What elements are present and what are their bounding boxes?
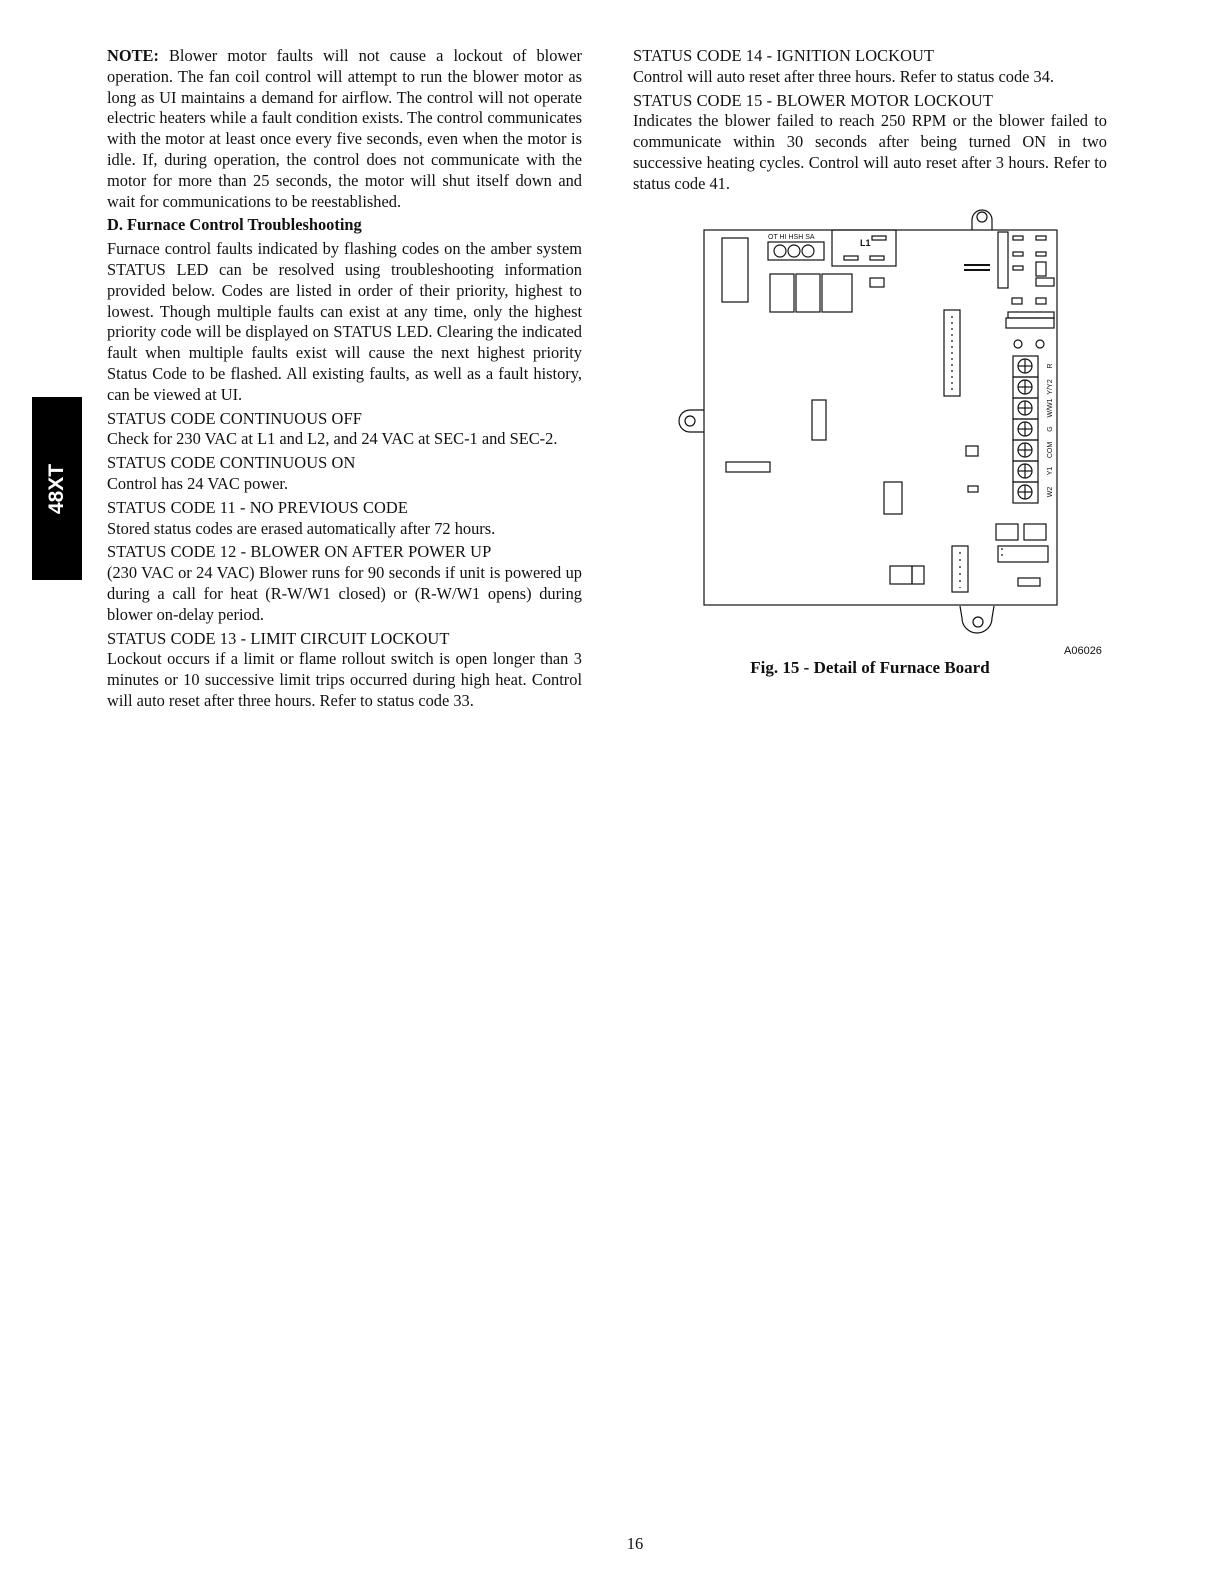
right-column — [633, 46, 1107, 198]
dip-switch — [1024, 524, 1046, 540]
small-component — [966, 446, 978, 456]
mounting-hole-top — [977, 212, 987, 222]
side-tab-label: 48XT — [45, 463, 68, 514]
status-code-title: STATUS CODE 15 - BLOWER MOTOR LOCKOUT — [633, 90, 993, 110]
status-code-text: Check for 230 VAC at L1 and L2, and 24 VAC at SEC-1 and SEC-2. — [107, 429, 558, 449]
small-component — [968, 486, 978, 492]
plug-connector — [812, 400, 826, 440]
l1-pad — [872, 236, 886, 240]
status-code-text: Indicates the blower failed to reach 250 RPM or the blower failed to communicate within 30 seconds after being turned ON in two successive heating cycles. Control will auto reset after 3 hours. Refer to status code 41. — [633, 111, 1107, 193]
terminal-label: COM — [1046, 441, 1054, 459]
terminal-label: G — [1046, 426, 1054, 432]
status-code-text: Control will auto reset after three hours. Refer to status code 34. — [633, 66, 1055, 86]
l1-block — [832, 230, 896, 266]
pad — [1013, 266, 1023, 270]
status-led — [1014, 340, 1022, 348]
status-led-bar — [1006, 318, 1054, 328]
pad — [1013, 236, 1023, 240]
figure-id: A06026 — [1064, 645, 1102, 657]
pad — [1013, 252, 1023, 256]
relay-block — [822, 274, 852, 312]
section-heading: D. Furnace Control Troubleshooting — [107, 215, 362, 235]
mounting-tab-top — [972, 210, 992, 230]
status-code-title: STATUS CODE 12 - BLOWER ON AFTER POWER UP — [107, 542, 492, 562]
pad — [1036, 252, 1046, 256]
relay-block — [796, 274, 820, 312]
connector-pin — [788, 245, 800, 257]
top-connector — [768, 242, 824, 260]
note-label: NOTE: — [107, 46, 159, 65]
furnace-board-diagram — [672, 200, 1112, 640]
status-code-title: STATUS CODE CONTINUOUS ON — [107, 453, 356, 473]
connector-pin — [774, 245, 786, 257]
dip-switch — [996, 524, 1018, 540]
terminal-label: W/W1 — [1046, 398, 1054, 418]
terminal-label: R — [1046, 363, 1054, 369]
terminal-label: Y1 — [1046, 466, 1054, 476]
section-intro: Furnace control faults indicated by flashing codes on the amber system STATUS LED can be resolved using troubleshooting information provided below. Codes are listed in order of their priority, highest to lowest. Though multiple faults can exist at any time, only the highest priority code will be displayed on STATUS LED. Clearing the indicated fault when multiple faults exist will cause the next highest priority Status Code to be flashed. All existing faults, as well as a fault history, can be viewed at UI. — [107, 239, 582, 404]
side-connector — [998, 232, 1008, 288]
connector-pin — [802, 245, 814, 257]
status-code-text: (230 VAC or 24 VAC) Blower runs for 90 seconds if unit is powered up during a call for heat (R-W/W1 closed) or (R-W/W1 opens) during blower on-delay period. — [107, 563, 582, 624]
status-code-title: STATUS CODE 11 - NO PREVIOUS CODE — [107, 497, 408, 517]
left-column — [107, 46, 582, 715]
plug-connector — [726, 462, 770, 472]
board-outline — [704, 230, 1057, 605]
pad — [1036, 236, 1046, 240]
mounting-hole-left — [685, 416, 695, 426]
status-code-title: STATUS CODE 13 - LIMIT CIRCUIT LOCKOUT — [107, 628, 450, 648]
page-number: 16 — [626, 1534, 644, 1553]
bottom-connector — [890, 566, 912, 584]
terminal-strip — [1013, 356, 1038, 503]
status-code-title: STATUS CODE CONTINUOUS OFF — [107, 408, 362, 428]
relay-block — [770, 274, 794, 312]
side-tab — [32, 397, 82, 580]
mounting-tab-left — [679, 410, 704, 432]
status-code-text: Control has 24 VAC power. — [107, 473, 289, 493]
l1-label: L1 — [860, 238, 871, 248]
status-code-title: STATUS CODE 14 - IGNITION LOCKOUT — [633, 46, 935, 65]
pad — [1012, 298, 1022, 304]
top-connector-label: OT HI HSH SA — [768, 234, 815, 241]
status-led — [1036, 340, 1044, 348]
status-code-text: Stored status codes are erased automatically after 72 hours. — [107, 518, 496, 538]
small-component — [870, 278, 884, 287]
note-text: Blower motor faults will not cause a lockout of blower operation. The fan coil control will attempt to run the blower motor as long as UI maintains a demand for airflow. The control will not operate electric heaters while a fault condition exists. The control communicates with the motor at least once every five seconds, even when the motor is idle. If, during operation, the control does not communicate with the motor for more than 25 seconds, the motor will shut itself down and wait for communications to be reestablished. — [107, 46, 582, 211]
pad — [1036, 262, 1046, 276]
plug-connector — [884, 482, 902, 514]
pad — [1036, 278, 1054, 286]
status-code-text: Lockout occurs if a limit or flame rollout switch is open longer than 3 minutes or 10 successive limit trips occurred during high heat. Control will auto reset after three hours. Refer to status code 33. — [107, 649, 582, 710]
dip-switch-bank — [998, 546, 1048, 562]
bottom-connector — [912, 566, 924, 584]
small-connector — [1018, 578, 1040, 586]
relay-block — [722, 238, 748, 302]
mounting-tab-bottom — [960, 606, 994, 633]
terminal-label: Y/Y2 — [1046, 379, 1054, 395]
pad — [1036, 298, 1046, 304]
terminal-label: W2 — [1046, 486, 1054, 498]
figure-caption: Fig. 15 - Detail of Furnace Board — [750, 658, 990, 677]
l1-pad — [870, 256, 884, 260]
pad — [1008, 312, 1054, 318]
l1-pad — [844, 256, 858, 260]
note-paragraph — [107, 46, 582, 212]
mounting-hole-bottom — [973, 617, 983, 627]
